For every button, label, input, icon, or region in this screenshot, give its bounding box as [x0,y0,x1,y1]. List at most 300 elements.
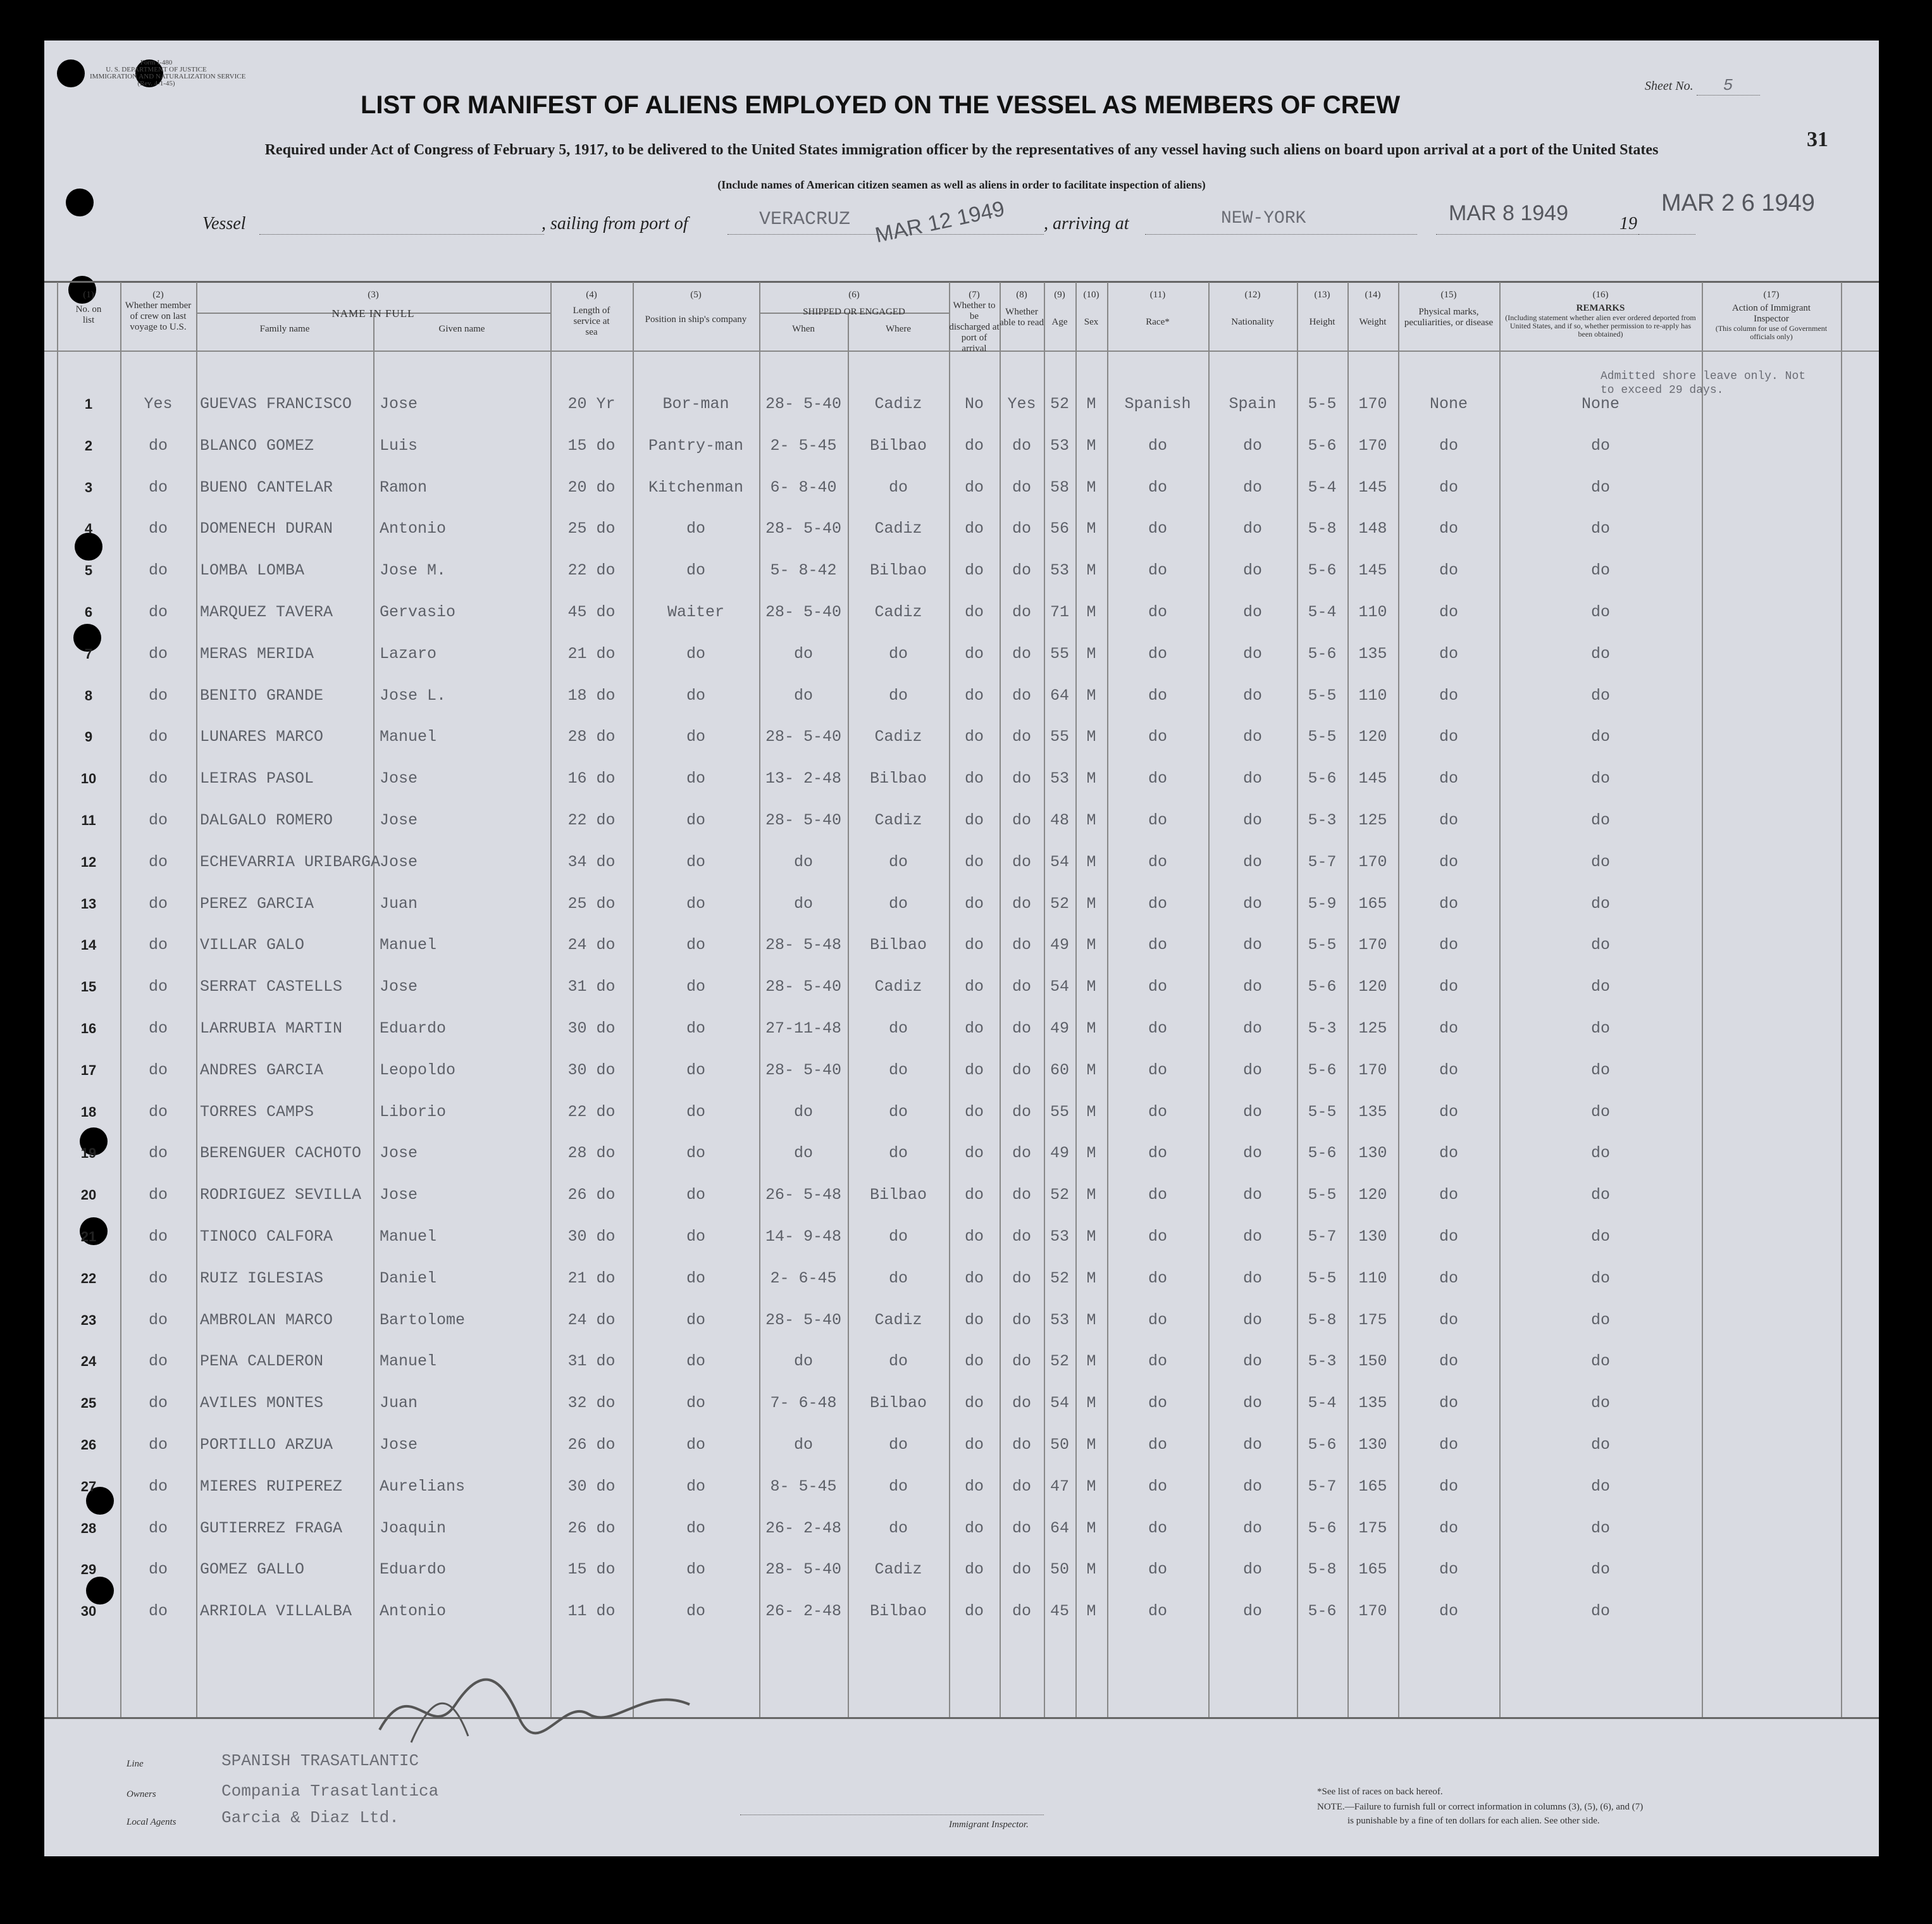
cell-when: do [793,645,813,663]
cell-marks: do [1439,978,1458,996]
cell-pos: do [686,1186,705,1204]
cell-where: Bilbao [869,1602,927,1620]
cell-where: do [888,1019,908,1038]
cell-ht: 5-6 [1308,1436,1337,1454]
fine-note: is punishable by a fine of ten dollars for each alien. See other side. [1347,1816,1600,1826]
cell-read: do [1012,1602,1031,1620]
cell-dis: do [964,936,984,954]
cell-c2: do [148,1061,168,1079]
cell-ht: 5-8 [1308,1311,1337,1329]
owners-label: Owners [127,1789,156,1799]
cell-family: ARRIOLA VILLALBA [200,1602,352,1620]
col-num: (14) [1365,290,1381,300]
cell-ht: 5-3 [1308,1352,1337,1370]
cell-read: do [1012,1186,1031,1204]
cell-when: 28- 5-40 [765,519,842,538]
cell-age: 54 [1050,853,1069,871]
cell-nat: do [1242,728,1262,746]
col-header-12 [1208,290,1297,328]
cell-when: 5- 8-42 [770,561,837,580]
cell-marks: do [1439,1227,1458,1246]
cell-given: Jose [380,1436,418,1454]
punch-hole [66,189,94,216]
agents-label: Local Agents [127,1817,176,1827]
form-id-block [90,59,246,87]
cell-age: 49 [1050,1019,1069,1038]
cell-where: Bilbao [869,769,927,788]
page-number: 31 [1807,128,1828,151]
cell-dis: do [964,769,984,788]
port-to-line [1145,234,1417,235]
cell-rem: do [1590,1019,1610,1038]
col-num: (5) [690,290,702,300]
cell-wt: 175 [1358,1519,1387,1537]
cell-marks: do [1439,1394,1458,1412]
cell-rem: do [1590,519,1610,538]
row-number: 18 [80,1104,97,1120]
cell-where: do [888,1436,908,1454]
cell-sex: M [1086,978,1096,996]
col-label: Height [1309,317,1335,327]
cell-wt: 110 [1358,1269,1387,1288]
cell-sex: M [1086,1394,1096,1412]
col-header-4 [550,290,633,338]
cell-wt: 170 [1358,395,1387,413]
cell-wt: 150 [1358,1352,1387,1370]
cell-c2: do [148,1394,168,1412]
cell-pos: do [686,1519,705,1537]
col-label: SHIPPED OR ENGAGED [803,307,905,317]
cell-rem: do [1590,811,1610,829]
inspector-label: Immigrant Inspector. [949,1820,1029,1830]
cell-pos: do [686,519,705,538]
cell-read: do [1012,853,1031,871]
row-number: 5 [84,562,93,578]
cell-pos: do [686,978,705,996]
cell-marks: do [1439,686,1458,705]
cell-rem: do [1590,769,1610,788]
cell-ht: 5-6 [1308,561,1337,580]
col-header-3-given: Given name [438,324,485,334]
cell-rem: do [1590,1519,1610,1537]
cell-race: do [1148,1103,1167,1121]
cell-dis: do [964,1436,984,1454]
cell-race: do [1148,686,1167,705]
row-number: 24 [80,1353,97,1369]
cell-ht: 5-6 [1308,769,1337,788]
cell-family: PENA CALDERON [200,1352,324,1370]
cell-read: do [1012,936,1031,954]
row-number: 28 [80,1520,97,1536]
cell-svc: 11 do [567,1602,616,1620]
cell-dis: do [964,686,984,705]
cell-ht: 5-6 [1308,1602,1337,1620]
cell-read: do [1012,1519,1031,1537]
cell-wt: 110 [1358,686,1387,705]
cell-wt: 170 [1358,1602,1387,1620]
cell-family: ANDRES GARCIA [200,1061,324,1079]
cell-given: Eduardo [380,1560,447,1579]
cell-pos: Bor-man [662,395,729,413]
cell-given: Lazaro [380,645,437,663]
cell-family: BERENGUER CACHOTO [200,1144,362,1162]
cell-dis: do [964,1103,984,1121]
col-header-1 [57,290,120,326]
cell-when: 2- 6-45 [770,1269,837,1288]
cell-pos: do [686,1061,705,1079]
cell-dis: do [964,1519,984,1537]
col-num: (1) [83,290,94,300]
cell-rem: do [1590,728,1610,746]
cell-nat: do [1242,437,1262,455]
cell-marks: do [1439,1103,1458,1121]
cell-c2: do [148,1311,168,1329]
cell-svc: 21 do [567,645,616,663]
cell-ht: 5-5 [1308,686,1337,705]
cell-race: do [1148,645,1167,663]
col-line [1499,282,1501,1717]
cell-family: GUTIERREZ FRAGA [200,1519,343,1537]
cell-race: do [1148,1352,1167,1370]
cell-age: 52 [1050,395,1069,413]
cell-marks: do [1439,1061,1458,1079]
cell-ht: 5-7 [1308,853,1337,871]
cell-rem: do [1590,1352,1610,1370]
cell-given: Jose [380,1186,418,1204]
cell-sex: M [1086,1019,1096,1038]
cell-svc: 22 do [567,561,616,580]
cell-read: do [1012,895,1031,913]
cell-nat: do [1242,519,1262,538]
cell-age: 53 [1050,1311,1069,1329]
cell-nat: do [1242,1186,1262,1204]
cell-given: Jose [380,1144,418,1162]
cell-race: do [1148,1394,1167,1412]
cell-when: 28- 5-40 [765,1560,842,1579]
cell-read: do [1012,1560,1031,1579]
cell-family: LOMBA LOMBA [200,561,305,580]
cell-nat: do [1242,1394,1262,1412]
cell-given: Juan [380,1394,418,1412]
cell-where: do [888,645,908,663]
cell-rem: do [1590,1103,1610,1121]
cell-ht: 5-7 [1308,1227,1337,1246]
cell-sex: M [1086,1519,1096,1537]
cell-family: BLANCO GOMEZ [200,437,314,455]
cell-c2: do [148,1103,168,1121]
cell-marks: do [1439,1311,1458,1329]
cell-wt: 130 [1358,1436,1387,1454]
col-header-6-where: Where [886,324,911,334]
cell-svc: 25 do [567,895,616,913]
cell-where: do [888,686,908,705]
cell-where: Cadiz [874,1311,922,1329]
sheet-number-value: 5 [1697,76,1760,96]
cell-where: Cadiz [874,519,922,538]
col-header-3-family: Family name [259,324,310,334]
cell-dis: do [964,1477,984,1496]
cell-dis: do [964,978,984,996]
row-number: 16 [80,1021,97,1036]
cell-nat: do [1242,1436,1262,1454]
cell-when: 28- 5-40 [765,728,842,746]
cell-dis: do [964,1394,984,1412]
cell-pos: do [686,686,705,705]
cell-rem: do [1590,1477,1610,1496]
cell-where: do [888,1061,908,1079]
cell-race: do [1148,1061,1167,1079]
cell-wt: 125 [1358,1019,1387,1038]
cell-wt: 110 [1358,603,1387,621]
cell-age: 52 [1050,1186,1069,1204]
cell-ht: 5-5 [1308,936,1337,954]
col-num: (9) [1054,290,1065,300]
port-from: VERACRUZ [759,209,851,230]
cell-ht: 5-8 [1308,519,1337,538]
cell-c2: do [148,978,168,996]
cell-race: do [1148,1602,1167,1620]
cell-pos: do [686,1352,705,1370]
col-line [1297,282,1298,1717]
row-number: 13 [80,896,97,912]
cell-pos: do [686,1019,705,1038]
sailing-label: , sailing from port of [542,214,688,233]
cell-sex: M [1086,1352,1096,1370]
cell-rem: do [1590,1602,1610,1620]
col-header-9 [1044,290,1075,328]
cell-rem: do [1590,895,1610,913]
cell-wt: 135 [1358,1394,1387,1412]
cell-race: do [1148,561,1167,580]
cell-svc: 22 do [567,811,616,829]
cell-when: 26- 2-48 [765,1519,842,1537]
row-number: 22 [80,1270,97,1286]
cell-when: 7- 6-48 [770,1394,837,1412]
cell-dis: do [964,1144,984,1162]
cell-rem: do [1590,686,1610,705]
cell-ht: 5-4 [1308,478,1337,497]
sheet-number-label: Sheet No. [1645,79,1694,93]
cell-wt: 120 [1358,728,1387,746]
cell-wt: 165 [1358,1477,1387,1496]
cell-svc: 20 do [567,478,616,497]
cell-rem: do [1590,437,1610,455]
cell-sex: M [1086,1269,1096,1288]
cell-given: Gervasio [380,603,456,621]
cell-ht: 5-4 [1308,603,1337,621]
cell-rem: do [1590,936,1610,954]
cell-race: do [1148,811,1167,829]
cell-race: do [1148,1560,1167,1579]
col-label: No. on list [75,304,102,325]
col-label: NAME IN FULL [331,307,415,320]
cell-read: do [1012,1061,1031,1079]
form-department: U. S. DEPARTMENT OF JUSTICE [106,66,207,73]
cell-c2: do [148,1602,168,1620]
cell-c2: do [148,645,168,663]
cell-pos: do [686,1227,705,1246]
cell-where: Cadiz [874,728,922,746]
cell-rem: do [1590,978,1610,996]
row-number: 26 [80,1437,97,1453]
cell-svc: 24 do [567,1311,616,1329]
cell-sex: M [1086,811,1096,829]
row-number: 8 [84,688,93,704]
cell-pos: do [686,895,705,913]
cell-wt: 170 [1358,853,1387,871]
cell-given: Manuel [380,936,437,954]
cell-nat: do [1242,1477,1262,1496]
cell-where: do [888,895,908,913]
row-number: 20 [80,1187,97,1203]
cell-marks: do [1439,1144,1458,1162]
cell-marks: None [1429,395,1468,413]
line-value: SPANISH TRASATLANTIC [221,1751,419,1770]
vessel-label: Vessel [202,214,246,233]
cell-age: 52 [1050,1269,1069,1288]
manifest-sheet [44,40,1879,1856]
cell-family: AVILES MONTES [200,1394,324,1412]
cell-pos: Kitchenman [648,478,744,497]
cell-sex: M [1086,395,1096,413]
col-header-10 [1075,290,1107,328]
cell-given: Juan [380,895,418,913]
cell-pos: Waiter [667,603,724,621]
cell-race: do [1148,1269,1167,1288]
cell-marks: do [1439,769,1458,788]
cell-given: Joaquin [380,1519,447,1537]
page-subtitle-note: (Include names of American citizen seamen as well as aliens in order to facilitate inspection of aliens) [717,178,1206,191]
row-number: 17 [80,1062,97,1078]
cell-sex: M [1086,519,1096,538]
cell-age: 50 [1050,1436,1069,1454]
cell-svc: 15 do [567,437,616,455]
cell-dis: do [964,1019,984,1038]
cell-rem: do [1590,1061,1610,1079]
cell-c2: do [148,811,168,829]
cell-where: Bilbao [869,936,927,954]
cell-race: do [1148,1227,1167,1246]
cell-where: do [888,478,908,497]
cell-nat: Spain [1229,395,1277,413]
cell-read: do [1012,603,1031,621]
cell-sex: M [1086,895,1096,913]
cell-wt: 170 [1358,936,1387,954]
cell-family: BENITO GRANDE [200,686,324,705]
col-label: REMARKS [1576,303,1625,313]
cell-sex: M [1086,561,1096,580]
cell-given: Jose L. [380,686,447,705]
cell-race: do [1148,1144,1167,1162]
cell-dis: do [964,478,984,497]
cell-family: RODRIGUEZ SEVILLA [200,1186,362,1204]
cell-read: do [1012,1394,1031,1412]
cell-family: GOMEZ GALLO [200,1560,305,1579]
cell-wt: 130 [1358,1227,1387,1246]
cell-race: do [1148,728,1167,746]
cell-nat: do [1242,1311,1262,1329]
cell-wt: 170 [1358,1061,1387,1079]
cell-race: do [1148,519,1167,538]
cell-family: LARRUBIA MARTIN [200,1019,343,1038]
cell-read: do [1012,1352,1031,1370]
cell-race: do [1148,437,1167,455]
cell-where: do [888,1144,908,1162]
cell-wt: 165 [1358,895,1387,913]
cell-nat: do [1242,811,1262,829]
cell-family: PORTILLO ARZUA [200,1436,333,1454]
master-signature [373,1660,702,1749]
cell-read: do [1012,561,1031,580]
cell-read: do [1012,1477,1031,1496]
cell-svc: 30 do [567,1061,616,1079]
year-label: 19 [1619,214,1637,233]
col-label: Age [1051,317,1068,327]
cell-sex: M [1086,1602,1096,1620]
cell-where: do [888,1477,908,1496]
cell-family: AMBROLAN MARCO [200,1311,333,1329]
cell-family: MERAS MERIDA [200,645,314,663]
cell-c2: do [148,561,168,580]
port-to: NEW-YORK [1221,209,1306,228]
cell-dis: do [964,603,984,621]
col-header-7 [949,290,1000,354]
cell-c2: do [148,769,168,788]
cell-family: DALGALO ROMERO [200,811,333,829]
cell-pos: do [686,1144,705,1162]
cell-rem: do [1590,1269,1610,1288]
col-num: (13) [1314,290,1330,300]
cell-age: 49 [1050,1144,1069,1162]
cell-family: LUNARES MARCO [200,728,324,746]
cell-svc: 26 do [567,1186,616,1204]
col-header-13 [1297,290,1347,328]
row-number: 11 [81,812,96,828]
cell-sex: M [1086,1103,1096,1121]
cell-given: Ramon [380,478,428,497]
cell-nat: do [1242,645,1262,663]
cell-wt: 135 [1358,1103,1387,1121]
date-line [1436,234,1645,235]
cell-marks: do [1439,853,1458,871]
cell-where: Cadiz [874,603,922,621]
cell-race: do [1148,978,1167,996]
col-header-6 [759,290,949,318]
cell-read: do [1012,1227,1031,1246]
cell-age: 55 [1050,645,1069,663]
cell-where: do [888,853,908,871]
col-header-17 [1702,290,1841,341]
cell-c2: do [148,519,168,538]
cell-ht: 5-7 [1308,1477,1337,1496]
row-number: 7 [84,646,93,662]
col-header-8 [1000,290,1044,328]
punch-hole [86,1577,114,1604]
col-line [1841,282,1842,1717]
col-num: (7) [969,290,980,300]
cell-given: Leopoldo [380,1061,456,1079]
cell-where: Bilbao [869,1394,927,1412]
cell-marks: do [1439,936,1458,954]
cell-when: do [793,686,813,705]
cell-read: do [1012,769,1031,788]
cell-age: 64 [1050,1519,1069,1537]
cell-family: ECHEVARRIA URIBARGA [200,853,381,871]
cell-marks: do [1439,1436,1458,1454]
cell-dis: do [964,645,984,663]
cell-read: do [1012,1103,1031,1121]
cell-read: do [1012,1269,1031,1288]
